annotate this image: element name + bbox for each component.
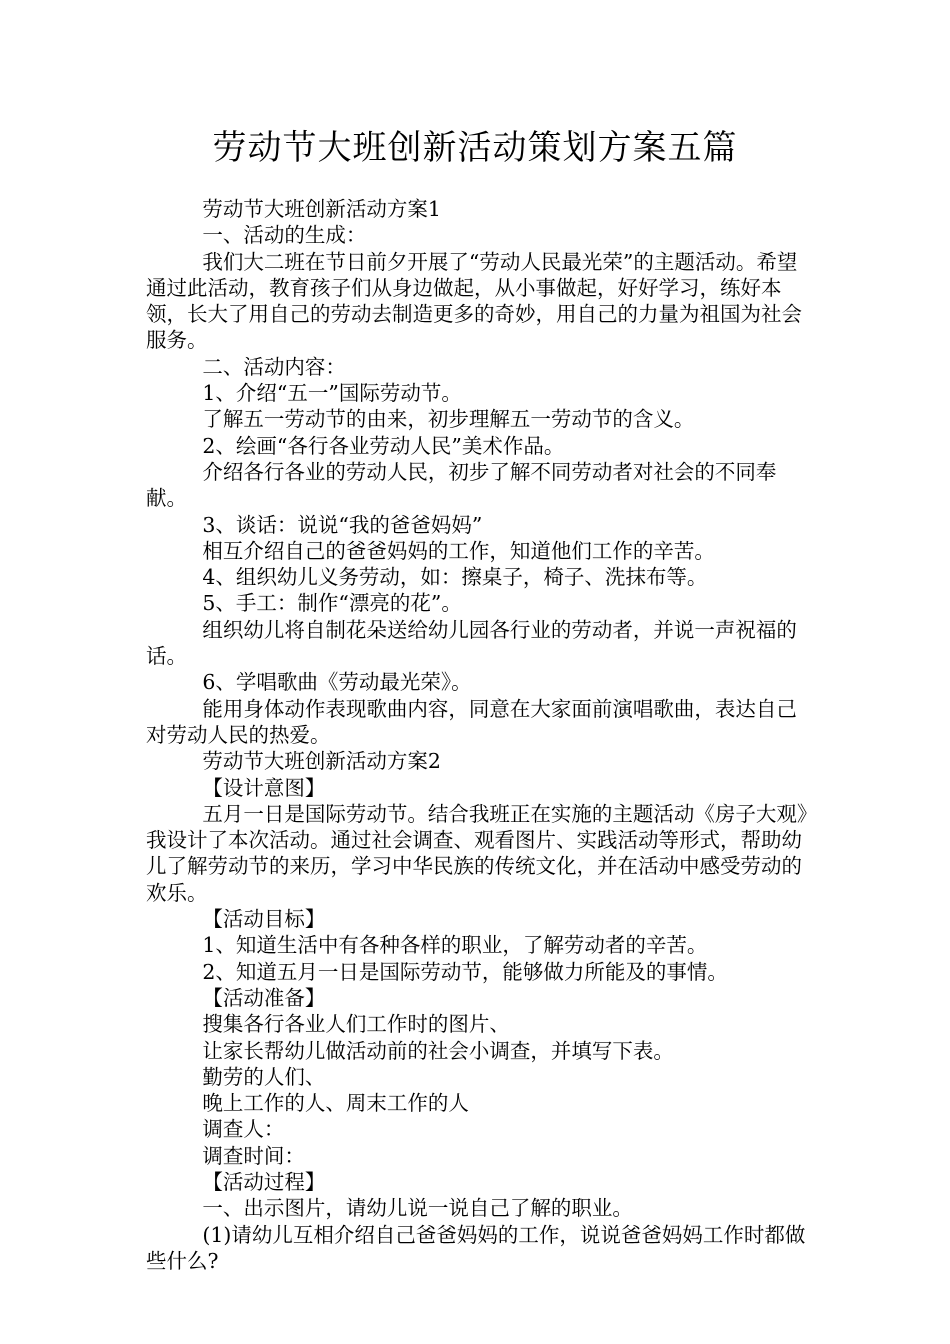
- paragraph: 搜集各行各业人们工作时的图片、: [202, 1012, 510, 1037]
- paragraph: 让家长帮幼儿做活动前的社会小调查，并填写下表。: [202, 1038, 674, 1063]
- paragraph: 6、学唱歌曲《劳动最光荣》。: [202, 670, 472, 695]
- paragraph: 二、活动内容：: [202, 354, 346, 379]
- paragraph: 晚上工作的人、周末工作的人: [202, 1091, 469, 1116]
- paragraph: 了解五一劳动节的由来，初步理解五一劳动节的含义。: [202, 407, 695, 432]
- paragraph: 5、手工：制作“漂亮的花”。: [202, 591, 462, 616]
- paragraph: 勤劳的人们、: [202, 1064, 326, 1089]
- paragraph: 我们大二班在节日前夕开展了“劳动人民最光荣”的主题活动。希望通过此活动，教育孩子们从身边做起，从小事做起，好好学习，练好本领，长大了用自己的劳动去制造更多的奇妙，用自己的力量为祖国为社会服务。: [146, 249, 802, 353]
- paragraph: 组织幼儿将自制花朵送给幼儿园各行业的劳动者，并说一声祝福的话。: [146, 617, 797, 669]
- paragraph: 1、介绍“五一”国际劳动节。: [202, 381, 462, 406]
- document-body: [146, 196, 811, 1274]
- paragraph: 劳动节大班创新活动方案2: [202, 749, 441, 774]
- paragraph: (1)请幼儿互相介绍自己爸爸妈妈的工作，说说爸爸妈妈工作时都做些什么?: [146, 1222, 806, 1273]
- paragraph: 【活动目标】: [202, 907, 326, 932]
- paragraph: 调查时间：: [202, 1143, 305, 1168]
- paragraph: 【活动准备】: [202, 985, 326, 1010]
- document-title: 劳动节大班创新活动策划方案五篇: [212, 128, 738, 168]
- paragraph: 【活动过程】: [202, 1169, 326, 1194]
- paragraph: 一、活动的生成：: [202, 223, 367, 248]
- paragraph: 【设计意图】: [202, 775, 326, 800]
- paragraph: 相互介绍自己的爸爸妈妈的工作，知道他们工作的辛苦。: [202, 538, 715, 563]
- paragraph: 4、组织幼儿义务劳动，如：擦桌子，椅子、洗抹布等。: [202, 565, 708, 590]
- paragraph: 1、知道生活中有各种各样的职业，了解劳动者的辛苦。: [202, 933, 708, 958]
- paragraph: 劳动节大班创新活动方案1: [202, 197, 441, 221]
- paragraph: 调查人：: [202, 1117, 285, 1142]
- paragraph: 3、谈话：说说“我的爸爸妈妈”: [202, 512, 483, 537]
- paragraph: 介绍各行各业的劳动人民，初步了解不同劳动者对社会的不同奉献。: [146, 459, 777, 511]
- paragraph: 2、绘画“各行各业劳动人民”美术作品。: [202, 433, 565, 458]
- paragraph: 五月一日是国际劳动节。结合我班正在实施的主题活动《房子大观》我设计了本次活动。通过社会调查、观看图片、实践活动等形式，帮助幼儿了解劳动节的来历，学习中华民族的传统文化，并在活动中感受劳动的欢乐。: [146, 801, 808, 905]
- paragraph: 能用身体动作表现歌曲内容，同意在大家面前演唱歌曲，表达自己对劳动人民的热爱。: [146, 696, 797, 747]
- paragraph: 2、知道五月一日是国际劳动节，能够做力所能及的事情。: [202, 959, 728, 984]
- paragraph: 一、出示图片，请幼儿说一说自己了解的职业。: [202, 1196, 633, 1221]
